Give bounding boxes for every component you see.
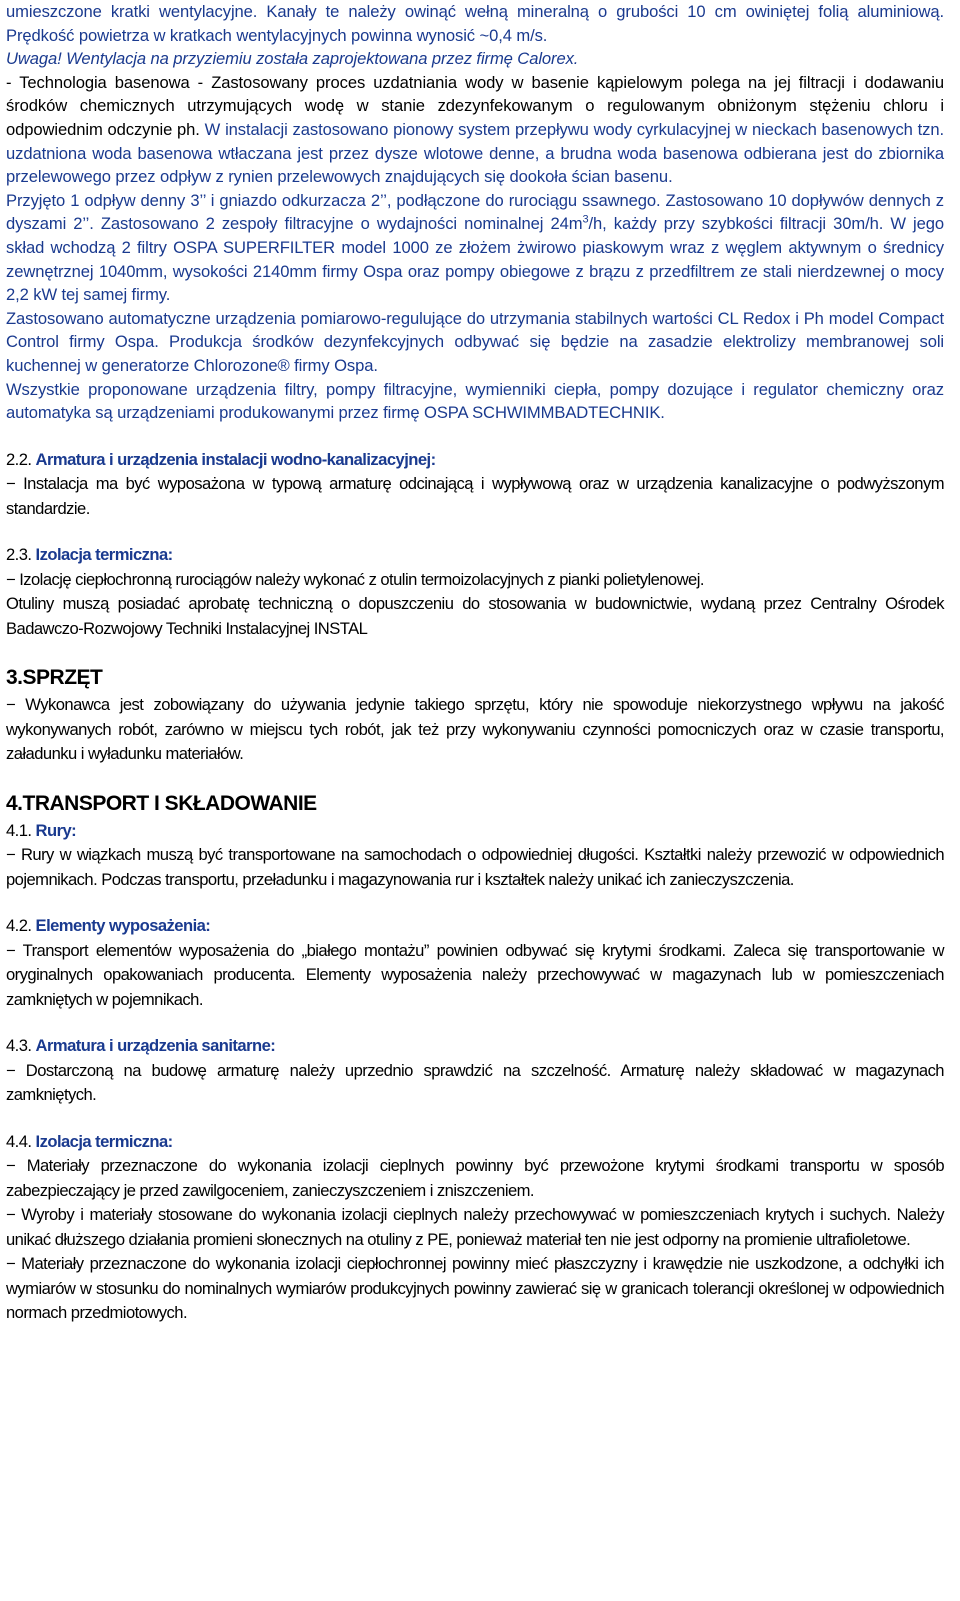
pool-flow-text: W instalacji zastosowano pionowy system przepływu wody cyrkulacyjnej w nieckach basenowych tzn. uzdatniona woda basenowa wtłaczana jest przez dysze wlotowe denne, a brudna woda basenowa odbierana jest do zbiornika przelewowego przez odpływ z rynien przelewowych znajdujących się dookoła ścian basenu.: [6, 119, 944, 187]
ventilation-note: Uwaga! Wentylacja na przyziemiu została zaprojektowana przez firmę Calorex.: [6, 49, 579, 69]
heading-number: 2.2.: [6, 449, 36, 469]
pool-ospa-paragraph: Wszystkie proponowane urządzenia filtry, pompy filtracyjne, wymienniki ciepła, pompy dozujące i regulator chemiczny oraz automatyka są urządzeniami produkowanymi przez firmę OSPA SCHWIMMBADTECHNIK.: [6, 379, 944, 423]
section-2-2: [6, 448, 944, 522]
spacer: [6, 892, 944, 914]
pool-equipment-paragraph: [6, 189, 944, 307]
section-4-1-text: − Rury w wiązkach muszą być transportowane na samochodach o odpowiedniej długości. Kształtki należy przewozić w odpowiednich pojemnikach. Podczas transportu, przeładunku i magazynowania rur i kształtek należy unikać ich zanieczyszczenia.: [6, 845, 944, 889]
heading-number: 2.3.: [6, 545, 36, 565]
pool-automation-paragraph: Zastosowano automatyczne urządzenia pomiarowo-regulujące do utrzymania stabilnych wartości CL Redox i Ph model Compact Control firmy Ospa. Produkcja środków dezynfekcyjnych odbywać się będzie na zasadzie elektrolizy membranowej soli kuchennej w generatorze Chlorozone® firmy Ospa.: [6, 308, 944, 375]
section-4: [6, 789, 944, 1326]
heading-title: Elementy wyposażenia:: [35, 916, 211, 936]
section-2-3: [6, 543, 944, 641]
section-3-text: − Wykonawca jest zobowiązany do używania jedynie takiego sprzętu, który nie spowoduje niekorzystnego wpływu na jakość wykonywanych robót, zarówno w miejscu tych robót, jak też przy wykonywaniu czynności pomocniczych oraz w czasie transportu, załadunku i wyładunku materiałów.: [6, 695, 944, 764]
heading-title: Armatura i urządzenia instalacji wodno-kanalizacyjnej:: [35, 449, 436, 469]
section-3: [6, 663, 944, 767]
heading-number: 4.3.: [6, 1036, 36, 1056]
heading-title: Izolacja termiczna:: [35, 1131, 173, 1151]
pool-equipment-text-a: Przyjęto 1 odpływ denny 3’’ i gniazdo odkurzacza 2’’, podłączone do rurociągu ssawnego. Zastosowano 10 dopływów dennych z dyszami 2’’. Zastosowano 2 zespoły filtracyjne o wydajności nominalnej 24m: [6, 190, 944, 234]
heading-title: Rury:: [35, 820, 77, 840]
heading-number: 4.4.: [6, 1131, 36, 1151]
heading-4-4: [6, 1130, 944, 1155]
spacer: [6, 521, 944, 543]
heading-title: Armatura i urządzenia sanitarne:: [35, 1036, 276, 1056]
heading-4-3: [6, 1034, 944, 1059]
section-2-3-text-2: Otuliny muszą posiadać aprobatę techniczną o dopuszczeniu do stosowania w budownictwie, wydaną przez Centralny Ośrodek Badawczo-Rozwojowy Techniki Instalacyjnej INSTAL: [6, 594, 944, 638]
heading-number: 4.1.: [6, 820, 36, 840]
section-2-2-text: − Instalacja ma być wyposażona w typową armaturę odcinającą i wypływową oraz w urządzenia kanalizacyjne o podwyższonym standardzie.: [6, 474, 944, 518]
heading-4: 4.TRANSPORT I SKŁADOWANIE: [6, 791, 317, 815]
superscript-3: 3: [582, 213, 589, 226]
spacer: [6, 425, 944, 448]
heading-4-2: [6, 914, 944, 939]
pool-equipment-text-b: /h, każdy przy szybkości filtracji 30m/h. W jego skład wchodzą 2 filtry OSPA SUPERFILTER model 1000 ze złożem żwirowo piaskowym wraz z węglem aktywnym o średnicy zewnętrznej 1040mm, wysokości 2140mm firmy Ospa oraz pompy obiegowe z brązu z przedfiltrem ze stali nierdzewnej o mocy 2,2 kW tej samej firmy.: [6, 214, 944, 305]
spacer: [6, 1012, 944, 1034]
ventilation-paragraph: umieszczone kratki wentylacyjne. Kanały te należy owinąć wełną mineralną o grubości 10 cm owiniętej folią aluminiową. Prędkość powietrza w kratkach wentylacyjnych powinna wynosić ~0,4 m/s.: [6, 2, 944, 45]
section-4-4-text-1: − Materiały przeznaczone do wykonania izolacji cieplnych powinny być przewożone krytymi środkami transportu w sposób zabezpieczający je przed zawilgoceniem, zanieczyszczeniem i zniszczeniem.: [6, 1156, 944, 1200]
section-4-4-text-2: − Wyroby i materiały stosowane do wykonania izolacji cieplnych należy przechowywać w pomieszczeniach krytych i suchych. Należy unikać dłuższego działania promieni słonecznych na otuliny z PE, ponieważ materiał ten nie jest odporny na promienie ultrafioletowe.: [6, 1205, 944, 1249]
heading-2-2: [6, 448, 944, 473]
heading-3: 3.SPRZĘT: [6, 666, 103, 690]
spacer: [6, 767, 944, 789]
pool-technology-paragraph: [6, 71, 944, 189]
section-4-4-text-3: − Materiały przeznaczone do wykonania izolacji ciepłochronnej powinny mieć płaszczyzny i krawędzie nie uszkodzone, a odchyłki ich wymiarów w stosunku do nominalnych wymiarów produkcyjnych powinny zawierać się w granicach tolerancji określonej w odpowiednich normach przedmiotowych.: [6, 1254, 944, 1323]
section-ventilation-pool: [6, 0, 944, 425]
heading-title: Izolacja termiczna:: [35, 545, 173, 565]
spacer: [6, 1108, 944, 1130]
heading-4-1: [6, 819, 944, 844]
section-4-2-text: − Transport elementów wyposażenia do „białego montażu” powinien odbywać się krytymi środkami. Zaleca się transportowanie w oryginalnych opakowaniach producenta. Elementy wyposażenia należy przechowywać w magazynach lub w pomieszczeniach zamkniętych w pojemnikach.: [6, 940, 944, 1009]
section-4-3-text: − Dostarczoną na budowę armaturę należy uprzednio sprawdzić na szczelność. Armaturę należy składować w magazynach zamkniętych.: [6, 1060, 944, 1105]
pool-technology-text: - Technologia basenowa - Zastosowany proces uzdatniania wody w basenie kąpielowym polega na jej filtracji i dodawaniu środków chemicznych utrzymujących wodę w stanie zdezynfekowanym o regulowanym obniżonym stężeniu chloru i odpowiednim odczynie ph.: [6, 72, 944, 139]
heading-2-3: [6, 543, 944, 568]
section-2-3-text-1: − Izolację ciepłochronną rurociągów należy wykonać z otulin termoizolacyjnych z pianki polietylenowej.: [6, 569, 704, 589]
heading-number: 4.2.: [6, 916, 36, 936]
spacer: [6, 641, 944, 663]
